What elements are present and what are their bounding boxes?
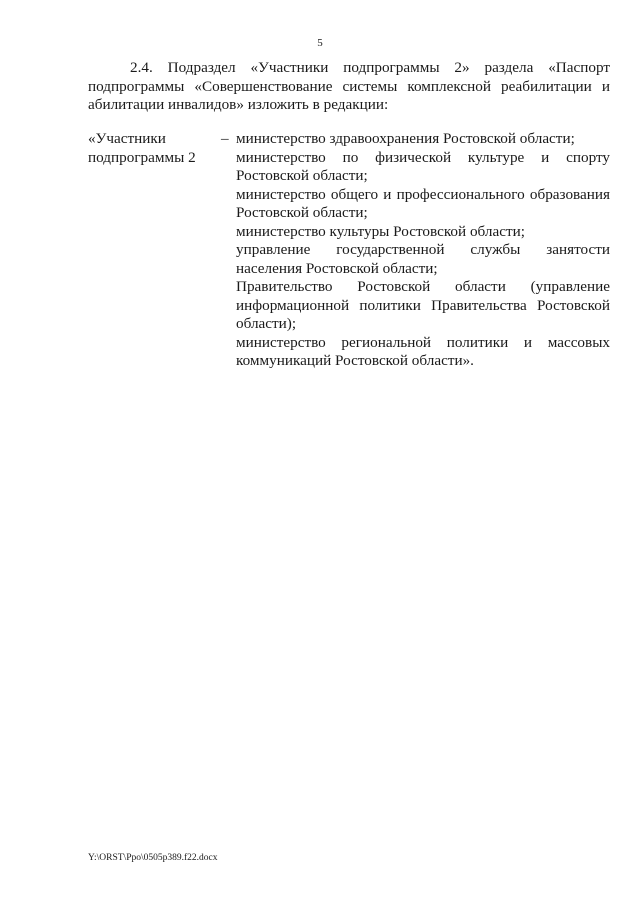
list-item: министерство региональной политики и массовых коммуникаций Ростовской области». (236, 333, 610, 369)
label-line-2: подпрограммы 2 (88, 148, 196, 166)
dash-separator: – (221, 130, 229, 147)
footer-file-path: Y:\ORST\Ppo\0505p389.f22.docx (88, 853, 218, 863)
list-item: министерство по физической культуре и спорту Ростовской области; (236, 148, 610, 184)
page-number: 5 (317, 37, 323, 49)
list-item: министерство общего и профессионального образования Ростовской области; (236, 185, 610, 221)
participants-list (236, 130, 610, 371)
list-item: управление государственной службы занятости населения Ростовской области; (236, 241, 610, 277)
intro-text: 2.4. Подраздел «Участники подпрограммы 2» раздела «Паспорт подпрограммы «Совершенствование системы комплексной реабилитации и абилитации инвалидов» изложить в редакции: (88, 59, 610, 113)
list-item: министерство культуры Ростовской области; (236, 222, 525, 240)
participants-table (88, 130, 610, 371)
intro-paragraph (88, 59, 610, 115)
list-item: министерство здравоохранения Ростовской области; (236, 130, 575, 147)
participants-label (88, 130, 221, 371)
label-line-1: «Участники (88, 130, 166, 147)
list-item: Правительство Ростовской области (управление информационной политики Правительства Ростовской области); (236, 278, 610, 332)
